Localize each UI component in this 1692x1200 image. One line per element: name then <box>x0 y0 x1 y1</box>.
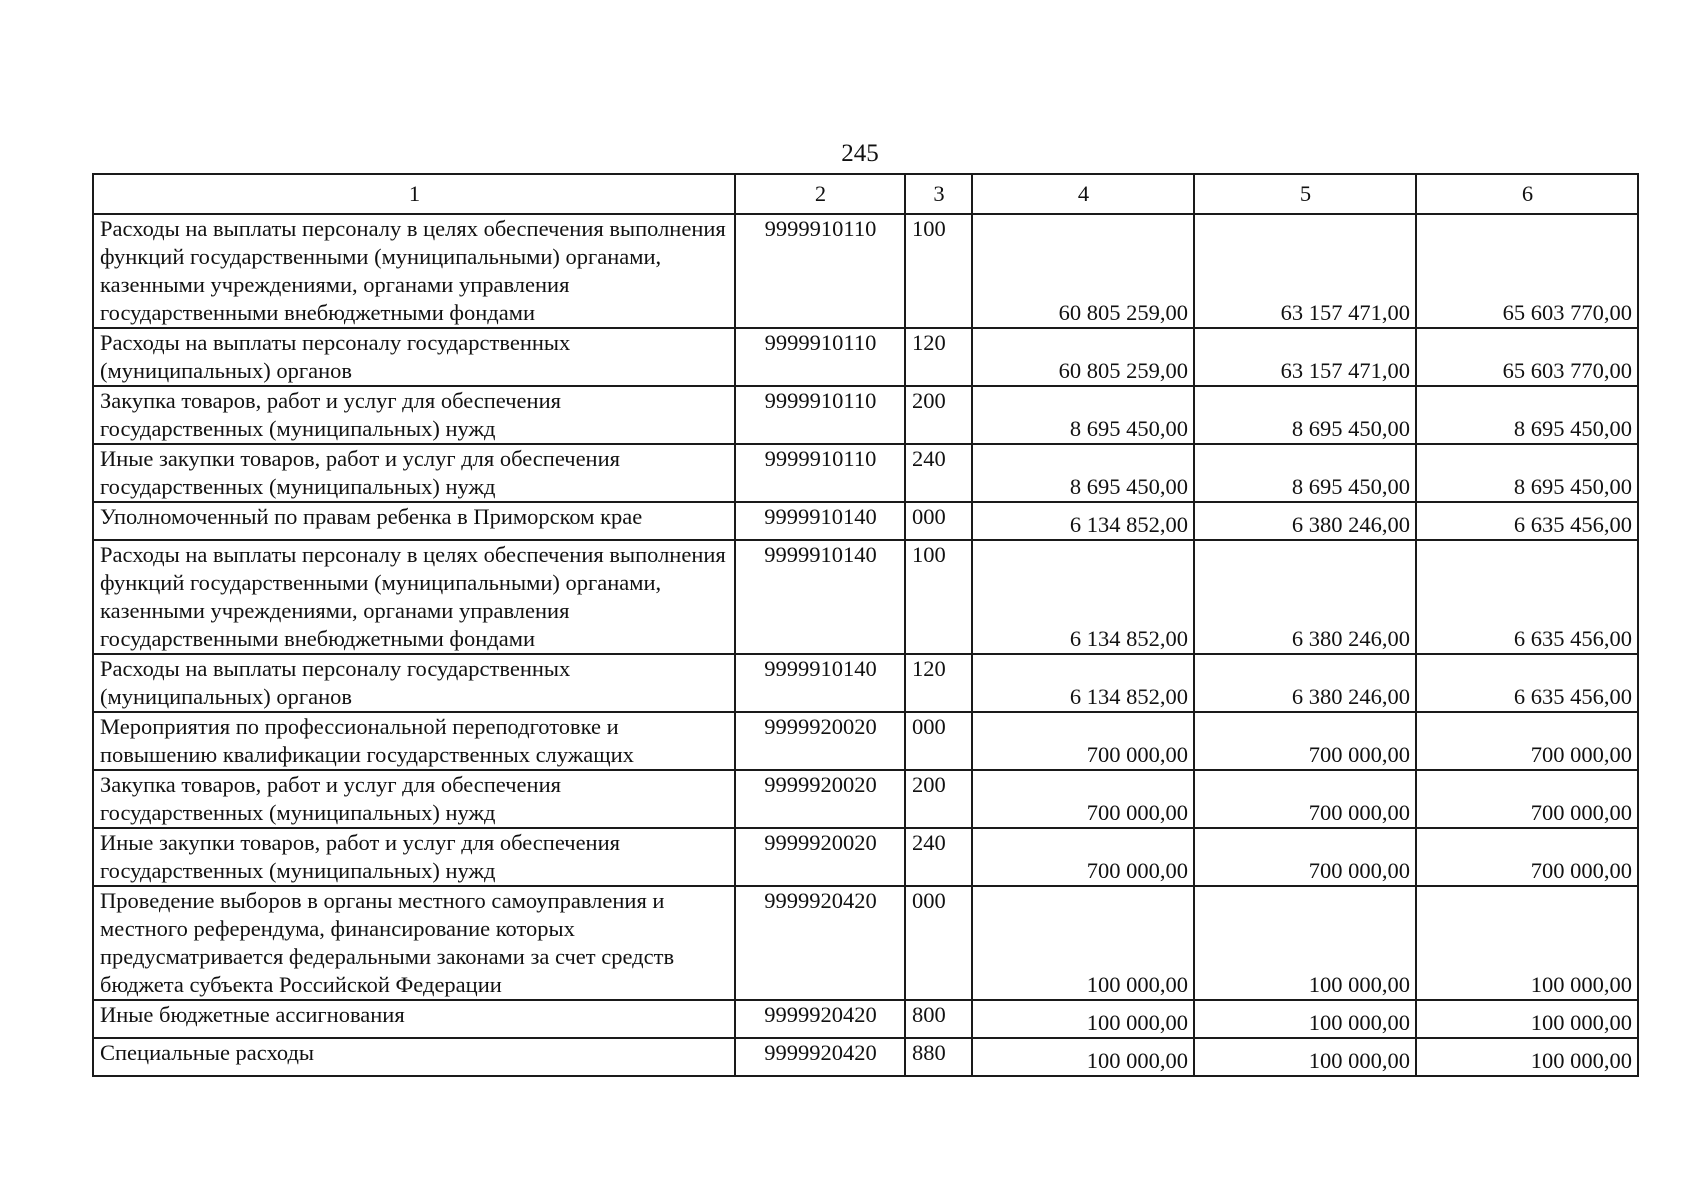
amount-col4: 100 000,00 <box>972 886 1194 1000</box>
amount-col5: 6 380 246,00 <box>1194 654 1416 712</box>
amount-col6: 700 000,00 <box>1416 712 1638 770</box>
expense-name: Расходы на выплаты персоналу в целях обеспечения выполнения функций государственными (муниципальными) органами, казенными учреждениями, органами управления государственными внебюджетными фондами <box>93 214 735 328</box>
amount-col6: 6 635 456,00 <box>1416 502 1638 540</box>
target-article-code: 9999910140 <box>735 502 905 540</box>
target-article-code: 9999910140 <box>735 654 905 712</box>
amount-col6: 700 000,00 <box>1416 828 1638 886</box>
expense-type-code: 120 <box>905 328 972 386</box>
amount-col6: 65 603 770,00 <box>1416 214 1638 328</box>
expense-type-code: 800 <box>905 1000 972 1038</box>
amount-col6: 700 000,00 <box>1416 770 1638 828</box>
amount-col6: 6 635 456,00 <box>1416 654 1638 712</box>
amount-col5: 700 000,00 <box>1194 828 1416 886</box>
expense-type-code: 880 <box>905 1038 972 1076</box>
expense-type-code: 240 <box>905 444 972 502</box>
expense-type-code: 100 <box>905 540 972 654</box>
column-number: 6 <box>1416 174 1638 214</box>
amount-col4: 6 134 852,00 <box>972 540 1194 654</box>
expense-name: Расходы на выплаты персоналу государственных (муниципальных) органов <box>93 654 735 712</box>
amount-col6: 8 695 450,00 <box>1416 444 1638 502</box>
column-number: 2 <box>735 174 905 214</box>
target-article-code: 9999920420 <box>735 1000 905 1038</box>
expense-type-code: 000 <box>905 712 972 770</box>
table-row <box>93 828 1638 886</box>
table-row <box>93 712 1638 770</box>
amount-col6: 100 000,00 <box>1416 886 1638 1000</box>
amount-col6: 100 000,00 <box>1416 1038 1638 1076</box>
expense-type-code: 200 <box>905 386 972 444</box>
amount-col6: 100 000,00 <box>1416 1000 1638 1038</box>
expense-name: Иные закупки товаров, работ и услуг для обеспечения государственных (муниципальных) нужд <box>93 828 735 886</box>
target-article-code: 9999910110 <box>735 328 905 386</box>
expense-type-code: 000 <box>905 502 972 540</box>
expense-name: Расходы на выплаты персоналу в целях обеспечения выполнения функций государственными (муниципальными) органами, казенными учреждениями, органами управления государственными внебюджетными фондами <box>93 540 735 654</box>
target-article-code: 9999910140 <box>735 540 905 654</box>
target-article-code: 9999920020 <box>735 770 905 828</box>
amount-col5: 63 157 471,00 <box>1194 214 1416 328</box>
table-row <box>93 654 1638 712</box>
amount-col4: 60 805 259,00 <box>972 214 1194 328</box>
amount-col5: 100 000,00 <box>1194 886 1416 1000</box>
amount-col5: 8 695 450,00 <box>1194 444 1416 502</box>
amount-col5: 100 000,00 <box>1194 1000 1416 1038</box>
table-row <box>93 1038 1638 1076</box>
target-article-code: 9999920020 <box>735 828 905 886</box>
table-row <box>93 770 1638 828</box>
amount-col5: 8 695 450,00 <box>1194 386 1416 444</box>
table-row <box>93 502 1638 540</box>
expense-type-code: 120 <box>905 654 972 712</box>
amount-col4: 700 000,00 <box>972 770 1194 828</box>
column-number: 5 <box>1194 174 1416 214</box>
target-article-code: 9999920020 <box>735 712 905 770</box>
target-article-code: 9999920420 <box>735 886 905 1000</box>
target-article-code: 9999910110 <box>735 386 905 444</box>
page-number: 245 <box>841 140 879 167</box>
expense-name: Уполномоченный по правам ребенка в Приморском крае <box>93 502 735 540</box>
amount-col6: 65 603 770,00 <box>1416 328 1638 386</box>
expense-name: Закупка товаров, работ и услуг для обеспечения государственных (муниципальных) нужд <box>93 386 735 444</box>
target-article-code: 9999920420 <box>735 1038 905 1076</box>
expense-name: Проведение выборов в органы местного самоуправления и местного референдума, финансирование которых предусматривается федеральными законами за счет средств бюджета субъекта Российской Федерации <box>93 886 735 1000</box>
column-number: 1 <box>93 174 735 214</box>
amount-col4: 6 134 852,00 <box>972 654 1194 712</box>
expense-name: Расходы на выплаты персоналу государственных (муниципальных) органов <box>93 328 735 386</box>
table-row <box>93 886 1638 1000</box>
table-row <box>93 328 1638 386</box>
expense-type-code: 000 <box>905 886 972 1000</box>
expense-type-code: 240 <box>905 828 972 886</box>
table-row <box>93 540 1638 654</box>
target-article-code: 9999910110 <box>735 444 905 502</box>
expense-name: Иные закупки товаров, работ и услуг для обеспечения государственных (муниципальных) нужд <box>93 444 735 502</box>
expense-name: Мероприятия по профессиональной переподготовке и повышению квалификации государственных служащих <box>93 712 735 770</box>
amount-col5: 700 000,00 <box>1194 712 1416 770</box>
amount-col4: 60 805 259,00 <box>972 328 1194 386</box>
table-row <box>93 386 1638 444</box>
amount-col5: 700 000,00 <box>1194 770 1416 828</box>
target-article-code: 9999910110 <box>735 214 905 328</box>
table-row <box>93 444 1638 502</box>
expense-name: Специальные расходы <box>93 1038 735 1076</box>
expense-type-code: 100 <box>905 214 972 328</box>
amount-col4: 100 000,00 <box>972 1000 1194 1038</box>
expense-name: Иные бюджетные ассигнования <box>93 1000 735 1038</box>
amount-col6: 6 635 456,00 <box>1416 540 1638 654</box>
amount-col4: 8 695 450,00 <box>972 444 1194 502</box>
table-row <box>93 1000 1638 1038</box>
amount-col5: 63 157 471,00 <box>1194 328 1416 386</box>
column-number: 4 <box>972 174 1194 214</box>
expense-name: Закупка товаров, работ и услуг для обеспечения государственных (муниципальных) нужд <box>93 770 735 828</box>
amount-col4: 100 000,00 <box>972 1038 1194 1076</box>
amount-col4: 700 000,00 <box>972 828 1194 886</box>
amount-col5: 6 380 246,00 <box>1194 540 1416 654</box>
amount-col5: 6 380 246,00 <box>1194 502 1416 540</box>
column-number: 3 <box>905 174 972 214</box>
expense-type-code: 200 <box>905 770 972 828</box>
amount-col4: 8 695 450,00 <box>972 386 1194 444</box>
amount-col6: 8 695 450,00 <box>1416 386 1638 444</box>
amount-col4: 6 134 852,00 <box>972 502 1194 540</box>
column-number-row <box>93 174 1638 214</box>
amount-col5: 100 000,00 <box>1194 1038 1416 1076</box>
budget-table <box>92 173 1639 1077</box>
amount-col4: 700 000,00 <box>972 712 1194 770</box>
table-row <box>93 214 1638 328</box>
